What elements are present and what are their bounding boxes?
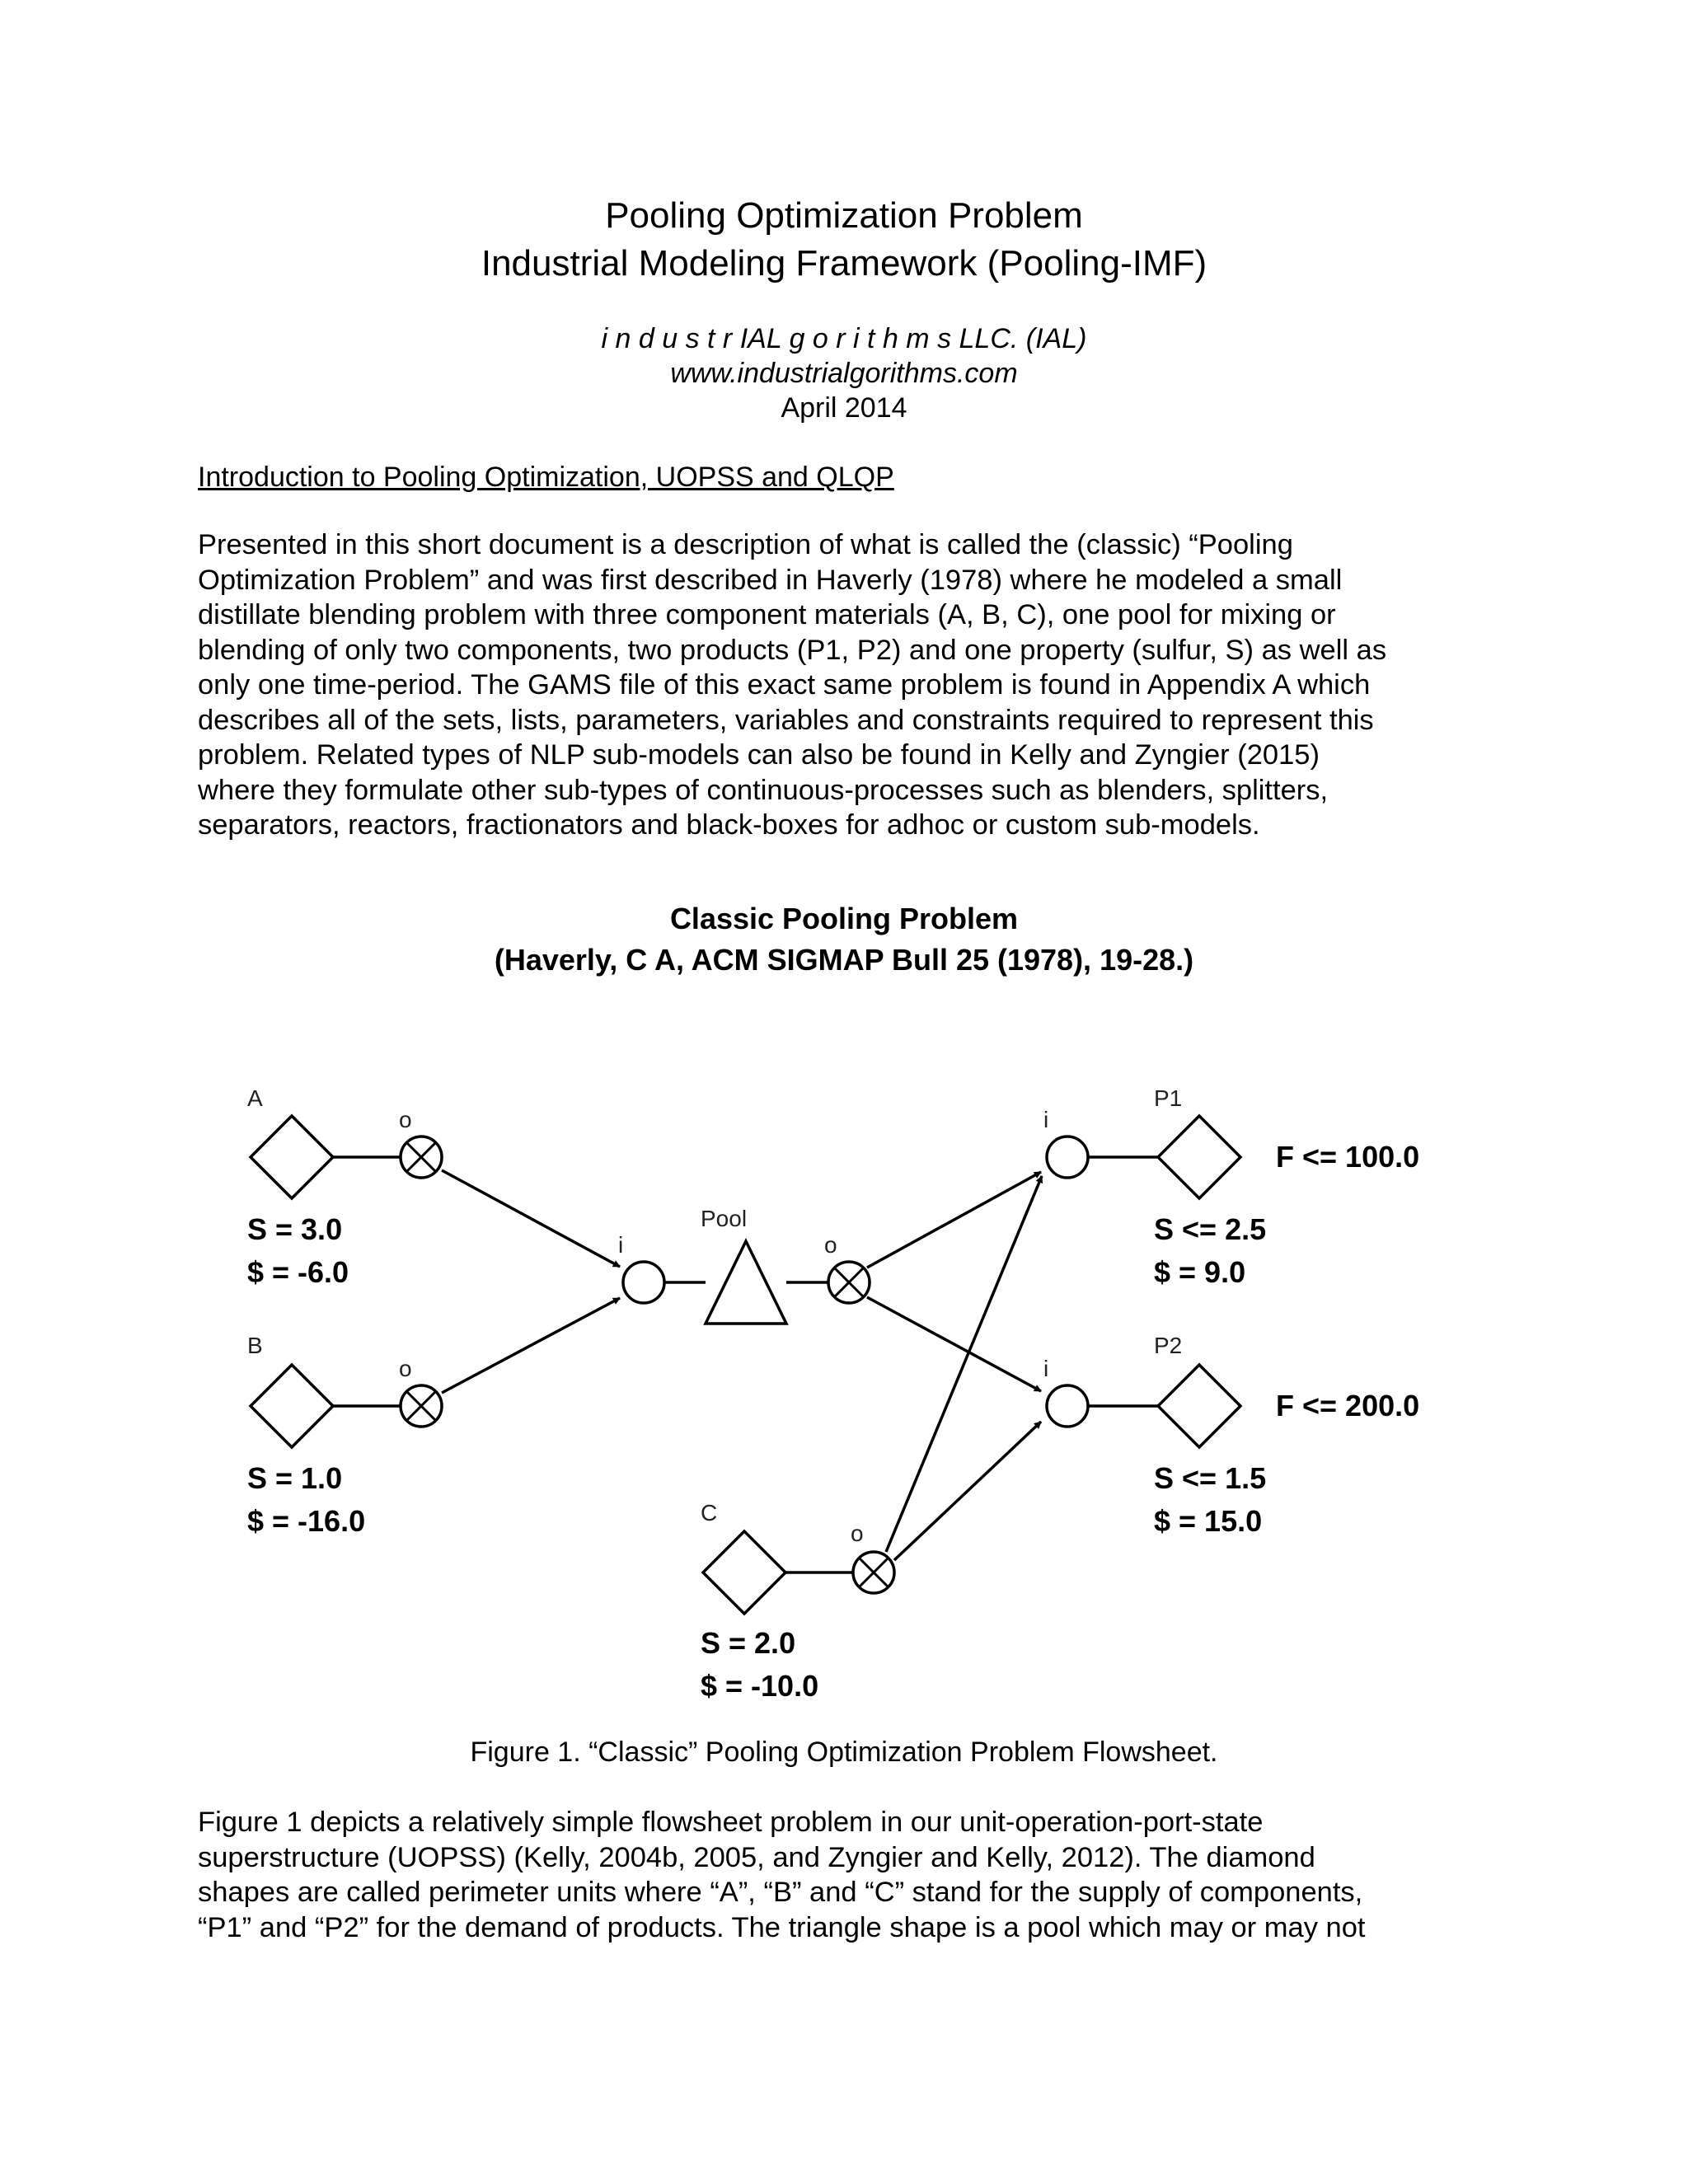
- paragraph-line: problem. Related types of NLP sub-models can also be found in Kelly and Zyngier (2015): [198, 739, 1320, 771]
- pool-label: Pool: [701, 1206, 748, 1231]
- product-p2-sulfur: S <= 1.5: [1154, 1461, 1267, 1495]
- paragraph-line: “P1” and “P2” for the demand of products. The triangle shape is a pool which may or may not: [198, 1911, 1366, 1943]
- figure-description-paragraph: [198, 1805, 1492, 1945]
- arrow-pool-to-p2: [867, 1297, 1041, 1391]
- pool-triangle: [706, 1241, 786, 1324]
- supply-b-sulfur: S = 1.0: [247, 1461, 343, 1495]
- supply-a-price: $ = -6.0: [247, 1255, 349, 1289]
- product-p1-label: P1: [1154, 1085, 1183, 1111]
- product-p2-diamond: [1158, 1365, 1240, 1447]
- a-outlet-port-label: o: [399, 1107, 412, 1132]
- supply-c-sulfur: S = 2.0: [701, 1626, 796, 1660]
- supply-a-label: A: [247, 1085, 263, 1111]
- arrow-b-to-pool: [442, 1298, 620, 1393]
- paragraph-line: Presented in this short document is a description of what is called the (classic) “Pooling: [198, 529, 1293, 560]
- paragraph-line: Optimization Problem” and was first described in Haverly (1978) where he modeled a small: [198, 564, 1343, 596]
- supply-a-sulfur: S = 3.0: [247, 1212, 343, 1246]
- c-outlet-port-label: o: [851, 1521, 864, 1546]
- paragraph-line: Figure 1 depicts a relatively simple flowsheet problem in our unit-operation-port-state: [198, 1807, 1264, 1838]
- paragraph-line: shapes are called perimeter units where “A”, “B” and “C” stand for the supply of components,: [198, 1877, 1363, 1908]
- arrow-a-to-pool: [442, 1170, 620, 1267]
- supply-c-label: C: [701, 1500, 718, 1526]
- website: www.industrialgorithms.com: [670, 358, 1018, 389]
- figure-title-line-2: (Haverly, C A, ACM SIGMAP Bull 25 (1978), 19-28.): [494, 943, 1194, 977]
- p1-inlet-port: [1047, 1137, 1088, 1178]
- supply-c-diamond: [703, 1531, 785, 1614]
- supply-b-label: B: [247, 1333, 263, 1358]
- paragraph-line: describes all of the sets, lists, parameters, variables and constraints required to represent this: [198, 704, 1374, 736]
- b-outlet-port-label: o: [399, 1356, 412, 1381]
- product-p1-flow-limit: F <= 100.0: [1276, 1140, 1420, 1174]
- paragraph-line: separators, reactors, fractionators and black-boxes for adhoc or custom sub-models.: [198, 809, 1260, 841]
- product-p1-sulfur: S <= 2.5: [1154, 1212, 1267, 1246]
- paragraph-line: where they formulate other sub-types of continuous-processes such as blenders, splitters,: [198, 774, 1329, 806]
- document-title-line-1: Pooling Optimization Problem: [605, 195, 1083, 236]
- section-heading: Introduction to Pooling Optimization, UOPSS and QLQP: [198, 462, 894, 493]
- figure-title-line-1: Classic Pooling Problem: [669, 902, 1019, 935]
- supply-b-diamond: [251, 1365, 333, 1447]
- p1-inlet-port-label: i: [1043, 1107, 1049, 1132]
- pool-inlet-port: [623, 1262, 664, 1303]
- supply-c-price: $ = -10.0: [701, 1669, 819, 1703]
- p2-inlet-port: [1047, 1385, 1088, 1427]
- supply-b-price: $ = -16.0: [247, 1504, 366, 1538]
- product-p2-price: $ = 15.0: [1154, 1504, 1263, 1538]
- supply-a-diamond: [251, 1116, 333, 1198]
- pool-outlet-port-label: o: [824, 1232, 837, 1258]
- paragraph-line: distillate blending problem with three component materials (A, B, C), one pool for mixing or: [198, 599, 1336, 630]
- pool-inlet-port-label: i: [618, 1232, 624, 1258]
- paragraph-line: only one time-period. The GAMS file of this exact same problem is found in Appendix A which: [198, 669, 1371, 701]
- figure-caption: Figure 1. “Classic” Pooling Optimization Problem Flowsheet.: [470, 1736, 1218, 1768]
- product-p2-flow-limit: F <= 200.0: [1276, 1389, 1420, 1422]
- document-date: April 2014: [781, 392, 907, 424]
- document-title-line-2: Industrial Modeling Framework (Pooling-IMF): [481, 243, 1207, 284]
- product-p1-diamond: [1158, 1116, 1240, 1198]
- paragraph-line: blending of only two components, two products (P1, P2) and one property (sulfur, S) as well as: [198, 634, 1387, 666]
- p2-inlet-port-label: i: [1043, 1356, 1049, 1381]
- arrow-pool-to-p1: [867, 1172, 1041, 1268]
- company-name: i n d u s t r IAL g o r i t h m s LLC. (IAL): [601, 323, 1087, 354]
- paragraph-line: superstructure (UOPSS) (Kelly, 2004b, 2005, and Zyngier and Kelly, 2012). The diamond: [198, 1841, 1315, 1873]
- product-p1-price: $ = 9.0: [1154, 1255, 1246, 1289]
- arrow-c-to-p2: [894, 1422, 1041, 1560]
- product-p2-label: P2: [1154, 1333, 1183, 1358]
